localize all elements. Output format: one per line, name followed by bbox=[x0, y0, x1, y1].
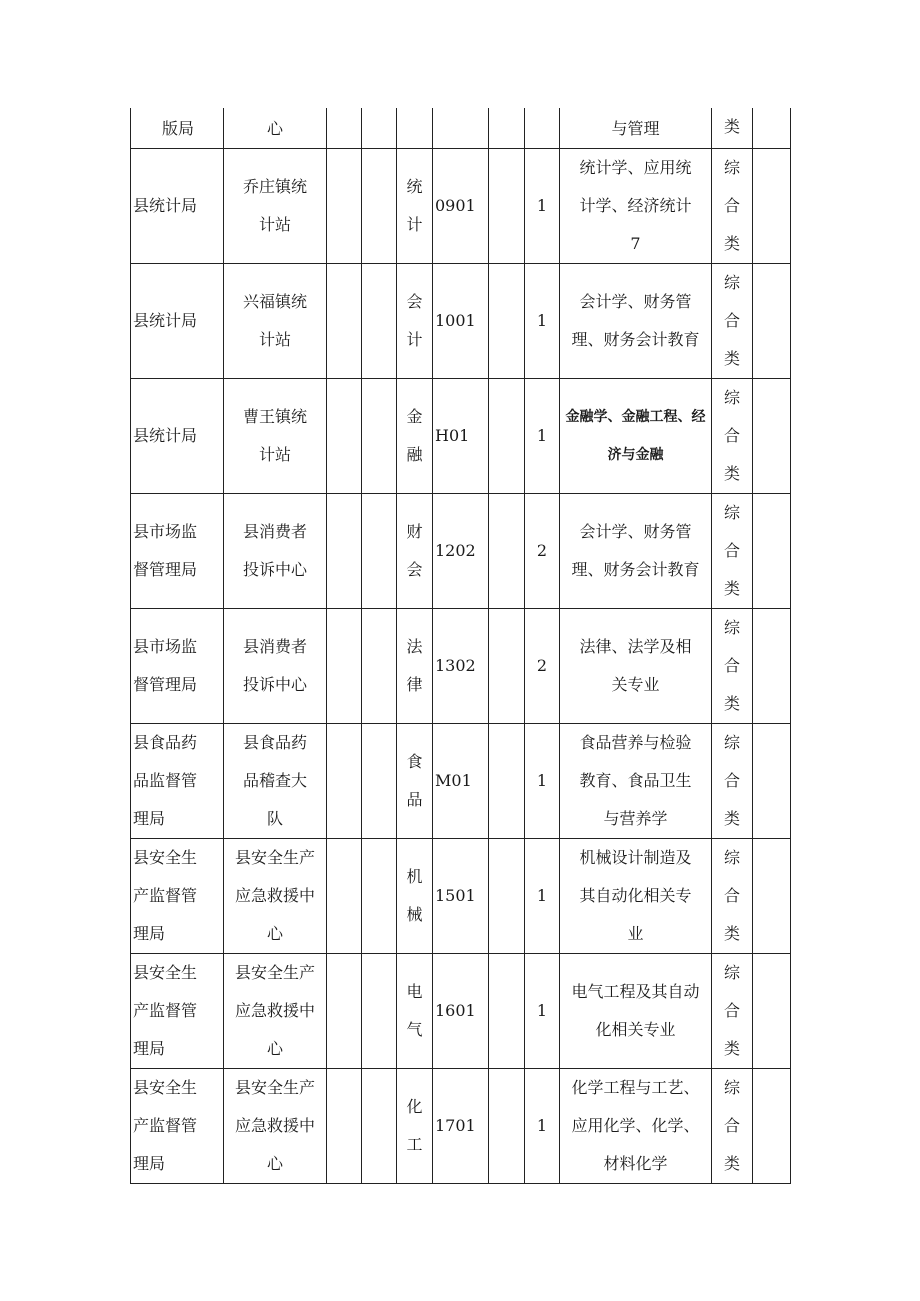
code-cell bbox=[433, 379, 489, 494]
empty-cell bbox=[753, 839, 791, 954]
count-cell bbox=[525, 839, 560, 954]
unit-cell-text: 县食品药 bbox=[242, 733, 307, 752]
major-cell-text: 会 bbox=[406, 560, 423, 579]
count-cell-text: 1 bbox=[536, 886, 548, 905]
table-row bbox=[131, 264, 791, 379]
unit-cell-text: 县安全生产 bbox=[234, 1078, 315, 1097]
table-row bbox=[131, 1069, 791, 1184]
dept-cell-text: 理局 bbox=[133, 924, 166, 943]
unit-cell-text: 队 bbox=[266, 809, 283, 828]
code-cell bbox=[433, 264, 489, 379]
category-cell-text: 类 bbox=[723, 924, 740, 943]
empty-cell bbox=[397, 108, 433, 149]
unit-cell bbox=[224, 954, 327, 1069]
major-cell-text: 统 bbox=[406, 177, 423, 196]
unit-cell-text: 应急救援中 bbox=[234, 886, 315, 905]
category-cell-text: 合 bbox=[723, 886, 740, 905]
requirement-cell-text: 机械设计制造及 bbox=[579, 848, 692, 867]
category-cell bbox=[712, 609, 753, 724]
category-cell-text: 合 bbox=[723, 771, 740, 790]
category-cell-text: 合 bbox=[723, 541, 740, 560]
category-cell bbox=[712, 494, 753, 609]
unit-cell bbox=[224, 839, 327, 954]
category-cell-text: 综 bbox=[723, 158, 740, 177]
empty-cell bbox=[753, 609, 791, 724]
category-cell-text: 类 bbox=[723, 1154, 740, 1173]
unit-cell bbox=[224, 264, 327, 379]
empty-cell bbox=[327, 379, 362, 494]
empty-cell bbox=[327, 839, 362, 954]
dept-cell-text: 县市场监 bbox=[133, 522, 198, 541]
major-cell-text: 食 bbox=[406, 752, 423, 771]
code-cell bbox=[433, 149, 489, 264]
major-cell bbox=[397, 264, 433, 379]
table-row bbox=[131, 609, 791, 724]
requirement-cell-text: 应用化学、化学、 bbox=[571, 1116, 700, 1135]
requirement-cell bbox=[560, 839, 712, 954]
major-cell-text: 品 bbox=[406, 790, 423, 809]
requirement-cell-text: 电气工程及其自动 bbox=[571, 982, 700, 1001]
requirement-cell-text: 理、财务会计教育 bbox=[571, 560, 700, 579]
code-cell-text: 0901 bbox=[435, 196, 476, 215]
dept-cell-text: 县食品药 bbox=[133, 733, 198, 752]
code-cell bbox=[433, 724, 489, 839]
empty-cell bbox=[489, 1069, 525, 1184]
unit-cell-text: 心 bbox=[266, 1154, 283, 1173]
empty-cell bbox=[753, 149, 791, 264]
dept-cell bbox=[131, 609, 224, 724]
category-cell bbox=[712, 724, 753, 839]
empty-cell bbox=[362, 108, 397, 149]
dept-cell bbox=[131, 839, 224, 954]
requirement-cell-text: 与营养学 bbox=[603, 809, 668, 828]
unit-cell bbox=[224, 1069, 327, 1184]
major-cell bbox=[397, 379, 433, 494]
empty-cell bbox=[489, 494, 525, 609]
empty-cell bbox=[753, 494, 791, 609]
unit-cell bbox=[224, 609, 327, 724]
requirement-cell-text: 计学、经济统计 bbox=[579, 196, 692, 215]
category-cell-text: 综 bbox=[723, 388, 740, 407]
empty-cell bbox=[489, 609, 525, 724]
unit-cell-text: 兴福镇统 bbox=[242, 292, 307, 311]
unit-cell-text: 计站 bbox=[258, 215, 291, 234]
category-cell-text: 类 bbox=[723, 579, 740, 598]
count-cell-text: 1 bbox=[536, 311, 548, 330]
count-cell-text: 2 bbox=[536, 656, 548, 675]
table-row bbox=[131, 954, 791, 1069]
category-cell bbox=[712, 379, 753, 494]
empty-cell bbox=[753, 724, 791, 839]
category-cell-text: 合 bbox=[723, 1116, 740, 1135]
category-cell-text: 综 bbox=[723, 503, 740, 522]
major-cell-text: 工 bbox=[406, 1135, 423, 1154]
requirement-cell: 与管理 bbox=[560, 108, 712, 149]
empty-cell bbox=[362, 839, 397, 954]
unit-cell-text: 心 bbox=[266, 924, 283, 943]
empty-cell bbox=[489, 954, 525, 1069]
empty-cell bbox=[327, 954, 362, 1069]
requirement-cell bbox=[560, 1069, 712, 1184]
major-cell bbox=[397, 494, 433, 609]
code-cell bbox=[433, 1069, 489, 1184]
code-cell-text: 1701 bbox=[435, 1116, 476, 1135]
dept-cell bbox=[131, 379, 224, 494]
major-cell-text: 法 bbox=[406, 637, 423, 656]
table-row bbox=[131, 494, 791, 609]
empty-cell bbox=[362, 379, 397, 494]
major-cell-text: 电 bbox=[406, 982, 423, 1001]
code-cell bbox=[433, 494, 489, 609]
dept-cell-text: 县安全生 bbox=[133, 963, 198, 982]
empty-cell bbox=[327, 494, 362, 609]
requirement-cell-text: 教育、食品卫生 bbox=[579, 771, 692, 790]
empty-cell bbox=[327, 264, 362, 379]
count-cell bbox=[525, 149, 560, 264]
category-cell-text: 合 bbox=[723, 656, 740, 675]
major-cell bbox=[397, 724, 433, 839]
empty-cell bbox=[753, 954, 791, 1069]
requirement-cell bbox=[560, 494, 712, 609]
empty-cell bbox=[753, 1069, 791, 1184]
major-cell bbox=[397, 954, 433, 1069]
dept-cell-text: 县统计局 bbox=[133, 426, 198, 445]
unit-cell-text: 县安全生产 bbox=[234, 963, 315, 982]
category-cell bbox=[712, 954, 753, 1069]
category-cell bbox=[712, 149, 753, 264]
dept-cell-text: 理局 bbox=[133, 1154, 166, 1173]
empty-cell bbox=[327, 724, 362, 839]
empty-cell bbox=[753, 379, 791, 494]
unit-cell-text: 计站 bbox=[258, 445, 291, 464]
dept-cell bbox=[131, 1069, 224, 1184]
major-cell-text: 计 bbox=[406, 330, 423, 349]
dept-cell-text: 理局 bbox=[133, 1039, 166, 1058]
category-cell-text: 类 bbox=[723, 694, 740, 713]
empty-cell bbox=[362, 264, 397, 379]
major-cell-text: 律 bbox=[406, 675, 423, 694]
table-header-continuation-row bbox=[131, 108, 791, 149]
position-table bbox=[130, 108, 791, 1184]
requirement-cell-text: 化学工程与工艺、 bbox=[571, 1078, 700, 1097]
category-cell-text: 类 bbox=[723, 809, 740, 828]
empty-cell bbox=[362, 609, 397, 724]
requirement-cell bbox=[560, 264, 712, 379]
count-cell bbox=[525, 379, 560, 494]
dept-cell bbox=[131, 724, 224, 839]
empty-cell bbox=[489, 724, 525, 839]
unit-cell-text: 品稽查大 bbox=[242, 771, 307, 790]
dept-cell-text: 县统计局 bbox=[133, 196, 198, 215]
dept-cell: 版局 bbox=[131, 108, 224, 149]
count-cell-text: 1 bbox=[536, 1001, 548, 1020]
category-cell-text: 综 bbox=[723, 848, 740, 867]
requirement-cell bbox=[560, 149, 712, 264]
dept-cell-text: 县市场监 bbox=[133, 637, 198, 656]
major-cell-text: 融 bbox=[406, 445, 423, 464]
category-cell bbox=[712, 264, 753, 379]
unit-cell-text: 曹王镇统 bbox=[242, 407, 307, 426]
code-cell-text: 1001 bbox=[435, 311, 476, 330]
requirement-cell-text: 金融学、金融工程、经 bbox=[565, 409, 706, 425]
category-cell-text: 类 bbox=[723, 464, 740, 483]
requirement-cell-text: 关专业 bbox=[611, 675, 660, 694]
empty-cell bbox=[362, 149, 397, 264]
unit-cell: 心 bbox=[224, 108, 327, 149]
requirement-cell-text: 业 bbox=[627, 924, 644, 943]
unit-cell bbox=[224, 494, 327, 609]
dept-cell bbox=[131, 264, 224, 379]
empty-cell bbox=[362, 494, 397, 609]
dept-cell-text: 县安全生 bbox=[133, 848, 198, 867]
category-cell-text: 合 bbox=[723, 1001, 740, 1020]
category-cell: 类 bbox=[712, 108, 753, 149]
empty-cell bbox=[525, 108, 560, 149]
unit-cell-text: 投诉中心 bbox=[242, 675, 307, 694]
count-cell bbox=[525, 954, 560, 1069]
requirement-cell-text: 济与金融 bbox=[607, 447, 664, 463]
category-cell bbox=[712, 1069, 753, 1184]
requirement-cell bbox=[560, 954, 712, 1069]
code-cell-text: 1501 bbox=[435, 886, 476, 905]
dept-cell bbox=[131, 954, 224, 1069]
empty-cell bbox=[327, 609, 362, 724]
table-row bbox=[131, 149, 791, 264]
unit-cell bbox=[224, 149, 327, 264]
category-cell-text: 合 bbox=[723, 426, 740, 445]
code-cell-text: 1601 bbox=[435, 1001, 476, 1020]
major-cell bbox=[397, 609, 433, 724]
unit-cell bbox=[224, 379, 327, 494]
requirement-cell-text: 材料化学 bbox=[603, 1154, 668, 1173]
dept-cell-text: 县统计局 bbox=[133, 311, 198, 330]
unit-cell-text: 应急救援中 bbox=[234, 1116, 315, 1135]
category-cell-text: 综 bbox=[723, 963, 740, 982]
count-cell bbox=[525, 1069, 560, 1184]
category-cell-text: 综 bbox=[723, 273, 740, 292]
dept-cell-text: 督管理局 bbox=[133, 675, 198, 694]
category-cell-text: 综 bbox=[723, 1078, 740, 1097]
count-cell bbox=[525, 494, 560, 609]
empty-cell bbox=[489, 379, 525, 494]
empty-cell bbox=[362, 954, 397, 1069]
category-cell-text: 类 bbox=[723, 234, 740, 253]
requirement-cell-text: 法律、法学及相 bbox=[579, 637, 692, 656]
code-cell bbox=[433, 609, 489, 724]
empty-cell bbox=[489, 839, 525, 954]
requirement-cell bbox=[560, 609, 712, 724]
count-cell-text: 1 bbox=[536, 196, 548, 215]
unit-cell-text: 计站 bbox=[258, 330, 291, 349]
count-cell bbox=[525, 609, 560, 724]
code-cell bbox=[433, 954, 489, 1069]
major-cell-text: 会 bbox=[406, 292, 423, 311]
major-cell-text: 机 bbox=[406, 867, 423, 886]
dept-cell-text: 县安全生 bbox=[133, 1078, 198, 1097]
empty-cell bbox=[362, 1069, 397, 1184]
unit-cell-text: 县安全生产 bbox=[234, 848, 315, 867]
category-cell-text: 综 bbox=[723, 618, 740, 637]
code-cell-text: 1202 bbox=[435, 541, 476, 560]
unit-cell bbox=[224, 724, 327, 839]
category-cell-text: 合 bbox=[723, 196, 740, 215]
major-cell-text: 化 bbox=[406, 1097, 423, 1116]
major-cell-text: 计 bbox=[406, 215, 423, 234]
dept-cell-text: 产监督管 bbox=[133, 1001, 198, 1020]
category-cell bbox=[712, 839, 753, 954]
dept-cell-text: 产监督管 bbox=[133, 886, 198, 905]
dept-cell bbox=[131, 494, 224, 609]
empty-cell bbox=[753, 108, 791, 149]
empty-cell bbox=[433, 108, 489, 149]
major-cell-text: 财 bbox=[406, 522, 423, 541]
dept-cell-text: 品监督管 bbox=[133, 771, 198, 790]
count-cell bbox=[525, 724, 560, 839]
unit-cell-text: 县消费者 bbox=[242, 522, 307, 541]
major-cell-text: 金 bbox=[406, 407, 423, 426]
code-cell bbox=[433, 839, 489, 954]
dept-cell-text: 理局 bbox=[133, 809, 166, 828]
requirement-cell-text: 理、财务会计教育 bbox=[571, 330, 700, 349]
category-cell-text: 合 bbox=[723, 311, 740, 330]
code-cell-text: H01 bbox=[435, 426, 470, 445]
requirement-cell-text: 其自动化相关专 bbox=[579, 886, 692, 905]
dept-cell-text: 产监督管 bbox=[133, 1116, 198, 1135]
requirement-cell bbox=[560, 724, 712, 839]
major-cell-text: 械 bbox=[406, 905, 423, 924]
empty-cell bbox=[489, 149, 525, 264]
count-cell bbox=[525, 264, 560, 379]
table-row bbox=[131, 839, 791, 954]
category-cell-text: 综 bbox=[723, 733, 740, 752]
code-cell-text: 1302 bbox=[435, 656, 476, 675]
major-cell bbox=[397, 1069, 433, 1184]
requirement-cell-text: 统计学、应用统 bbox=[579, 158, 692, 177]
empty-cell bbox=[489, 108, 525, 149]
dept-cell-text: 督管理局 bbox=[133, 560, 198, 579]
major-cell bbox=[397, 839, 433, 954]
unit-cell-text: 乔庄镇统 bbox=[242, 177, 307, 196]
requirement-cell bbox=[560, 379, 712, 494]
empty-cell bbox=[327, 108, 362, 149]
empty-cell bbox=[327, 1069, 362, 1184]
count-cell-text: 2 bbox=[536, 541, 548, 560]
unit-cell-text: 应急救援中 bbox=[234, 1001, 315, 1020]
requirement-cell-text: 化相关专业 bbox=[595, 1020, 676, 1039]
empty-cell bbox=[489, 264, 525, 379]
unit-cell-text: 投诉中心 bbox=[242, 560, 307, 579]
count-cell-text: 1 bbox=[536, 771, 548, 790]
table-row bbox=[131, 724, 791, 839]
table-row bbox=[131, 379, 791, 494]
empty-cell bbox=[327, 149, 362, 264]
empty-cell bbox=[753, 264, 791, 379]
category-cell-text: 类 bbox=[723, 349, 740, 368]
requirement-cell-text: 会计学、财务管 bbox=[579, 522, 692, 541]
unit-cell-text: 县消费者 bbox=[242, 637, 307, 656]
major-cell bbox=[397, 149, 433, 264]
requirement-cell-text: 会计学、财务管 bbox=[579, 292, 692, 311]
dept-cell bbox=[131, 149, 224, 264]
code-cell-text: M01 bbox=[435, 771, 472, 790]
count-cell-text: 1 bbox=[536, 426, 548, 445]
unit-cell-text: 心 bbox=[266, 1039, 283, 1058]
empty-cell bbox=[362, 724, 397, 839]
category-cell-text: 类 bbox=[723, 1039, 740, 1058]
major-cell-text: 气 bbox=[406, 1020, 423, 1039]
requirement-cell-text: 7 bbox=[630, 234, 641, 253]
requirement-cell-text: 食品营养与检验 bbox=[579, 733, 692, 752]
count-cell-text: 1 bbox=[536, 1116, 548, 1135]
